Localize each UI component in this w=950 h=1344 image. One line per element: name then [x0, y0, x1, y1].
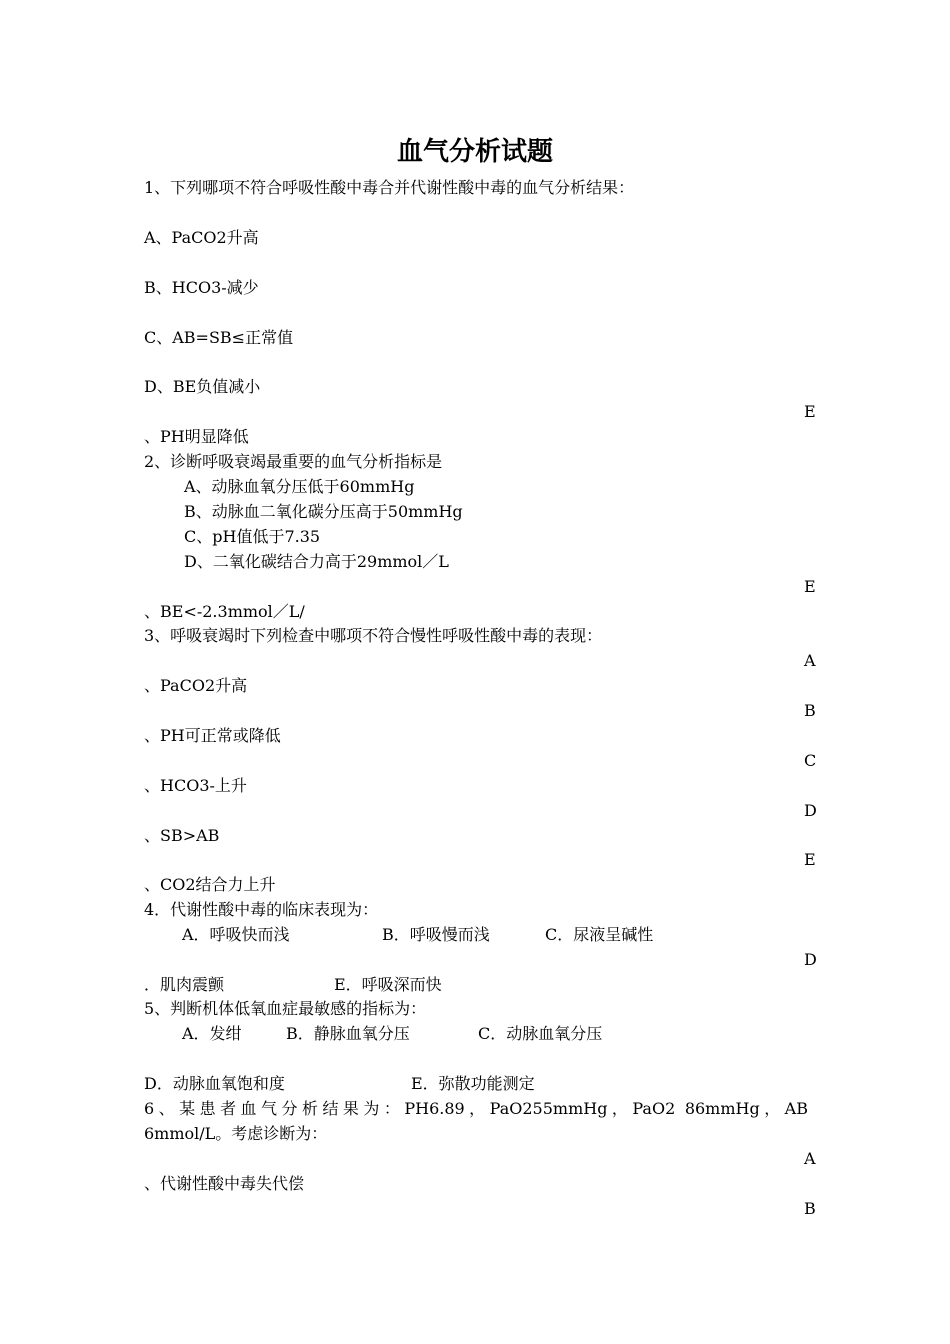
question-5-option-b: B．静脉血氧分压 — [286, 1024, 410, 1043]
question-5-option-d: D．动脉血氧饱和度 — [144, 1074, 285, 1093]
question-4-option-e: E．呼吸深而快 — [334, 975, 442, 994]
question-1-option-d: D、BE负值减小 — [144, 377, 261, 396]
question-3-stem: 3、呼吸衰竭时下列检查中哪项不符合慢性呼吸性酸中毒的表现： — [144, 626, 603, 645]
question-3-option-e: 、CO2结合力上升 — [144, 875, 276, 894]
question-5-stem: 5、判断机体低氧血症最敏感的指标为： — [144, 999, 427, 1018]
question-4-option-c: C．尿液呈碱性 — [545, 925, 654, 944]
question-4-option-d: ．肌肉震颤 — [144, 975, 225, 994]
question-6-option-a-letter: A — [804, 1149, 816, 1168]
question-2-option-e: 、BE<-2.3mmol／L/ — [144, 602, 305, 621]
question-2-option-b: B、动脉血二氧化碳分压高于50mmHg — [184, 502, 463, 521]
question-5-option-a: A．发绀 — [182, 1024, 242, 1043]
question-1-option-b: B、HCO3-减少 — [144, 278, 259, 297]
question-4-stem: 4．代谢性酸中毒的临床表现为： — [144, 900, 379, 919]
question-5-option-c: C．动脉血氧分压 — [478, 1024, 603, 1043]
question-1-stem: 1、下列哪项不符合呼吸性酸中毒合并代谢性酸中毒的血气分析结果： — [144, 178, 635, 197]
question-3-option-b-letter: B — [804, 701, 816, 720]
question-2-option-d: D、二氧化碳结合力高于29mmol／L — [184, 552, 449, 571]
question-3-option-d-letter: D — [804, 801, 817, 820]
question-6-stem-line-1: 6、某患者血气分析结果为：PH6.89，PaO255mmHg，PaO2 86mmHg，AB — [144, 1099, 808, 1118]
question-1-option-c: C、AB=SB≤正常值 — [144, 328, 294, 347]
question-3-option-a: 、PaCO2升高 — [144, 676, 248, 695]
question-2-stem: 2、诊断呼吸衰竭最重要的血气分析指标是 — [144, 452, 443, 471]
question-3-option-d: 、SB>AB — [144, 826, 220, 845]
question-4-option-b: B．呼吸慢而浅 — [382, 925, 490, 944]
question-4-option-d-letter: D — [804, 950, 817, 969]
question-3-option-c-letter: C — [804, 751, 817, 770]
question-2-option-c: C、pH值低于7.35 — [184, 527, 321, 546]
question-3-option-a-letter: A — [804, 651, 816, 670]
question-3-option-b: 、PH可正常或降低 — [144, 726, 281, 745]
question-1-option-a: A、PaCO2升高 — [144, 228, 259, 247]
page-title: 血气分析试题 — [396, 137, 553, 167]
question-5-option-e: E．弥散功能测定 — [411, 1074, 535, 1093]
question-2-option-e-letter: E — [804, 577, 816, 596]
question-6-option-b-letter: B — [804, 1199, 816, 1218]
question-4-option-a: A．呼吸快而浅 — [182, 925, 290, 944]
question-6-stem-line-2: 6mmol/L。考虑诊断为： — [144, 1124, 328, 1143]
question-2-option-a: A、动脉血氧分压低于60mmHg — [184, 477, 415, 496]
question-3-option-e-letter: E — [804, 850, 816, 869]
question-3-option-c: 、HCO3-上升 — [144, 776, 247, 795]
question-1-option-e: 、PH明显降低 — [144, 427, 249, 446]
question-1-option-e-letter: E — [804, 402, 816, 421]
question-6-option-a: 、代谢性酸中毒失代偿 — [144, 1174, 305, 1193]
